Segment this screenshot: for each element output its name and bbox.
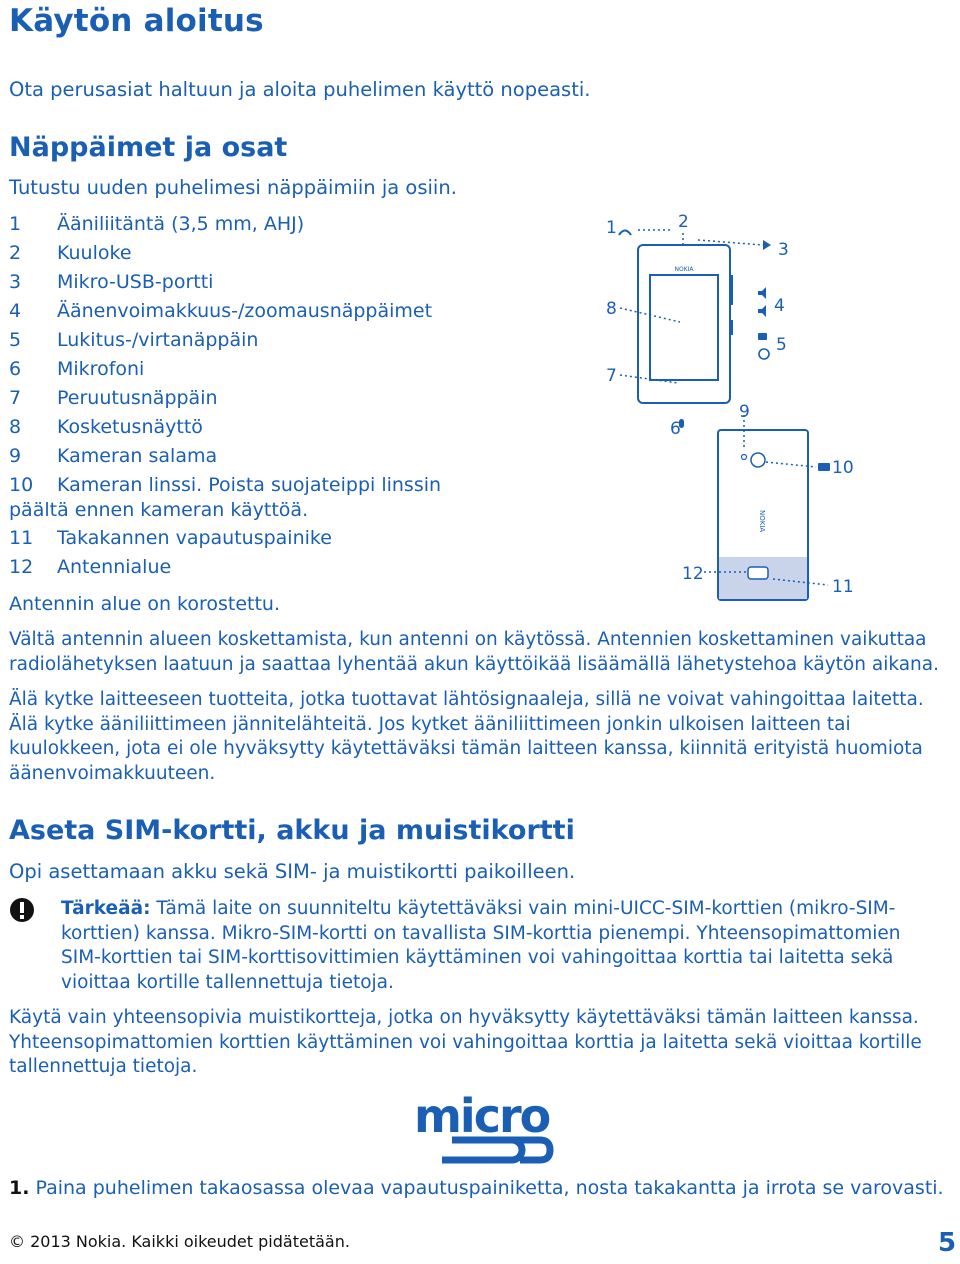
diagram-label-4: 4 xyxy=(774,296,785,316)
step-1 xyxy=(9,1176,954,1201)
diagram-label-9: 9 xyxy=(739,402,750,422)
parts-list xyxy=(9,213,569,593)
page-number: 5 xyxy=(938,1228,957,1258)
part-item-2 xyxy=(9,242,132,264)
part-num: 10 xyxy=(9,474,34,496)
connect-warning: Älä kytke laitteeseen tuotteita, jotka tuottavat lähtösignaaleja, sillä ne voivat vahingoittaa laitetta. Älä kytke ääniliittimeen jännitelähteitä. Jos kytket ääniliittimeen jonkin ulkoisen laitteen tai kuulokkeen, jota ei ole hyväksytty käytettäväksi tämän laitteen kanssa, kiinnitä erityistä huomiota äänenvoimakkuuteen. xyxy=(9,689,924,784)
part-label: Kameran salama xyxy=(57,445,218,467)
keys-heading: Näppäimet ja osat xyxy=(9,132,288,163)
antenna-note: Antennin alue on korostettu. xyxy=(9,593,281,615)
headset-icon xyxy=(619,231,631,236)
part-label: Lukitus-/virtanäppäin xyxy=(57,329,259,351)
part-num: 1 xyxy=(9,213,22,235)
phone-parts-diagram xyxy=(598,205,868,615)
important-icon xyxy=(9,897,35,923)
part-item-6 xyxy=(9,358,144,380)
diagram-label-2: 2 xyxy=(678,212,689,232)
part-label: Äänenvoimakkuus-/zoomausnäppäimet xyxy=(57,300,433,322)
footer-copyright: © 2013 Nokia. Kaikki oikeudet pidätetään. xyxy=(9,1232,350,1251)
power-icon xyxy=(759,349,769,359)
camera-icon xyxy=(818,463,830,471)
page-title: Käytön aloitus xyxy=(9,3,264,39)
usb-icon xyxy=(763,240,771,250)
part-label: Ääniliitäntä (3,5 mm, AHJ) xyxy=(57,213,305,235)
camera-lens xyxy=(751,453,765,467)
part-label: Antennialue xyxy=(57,556,172,578)
diagram-label-10: 10 xyxy=(832,458,854,478)
part-num: 12 xyxy=(9,556,34,578)
front-brand-text: NOKIA xyxy=(674,266,694,273)
volume-up-icon xyxy=(758,287,766,299)
part-label: Takakannen vapautuspainike xyxy=(57,527,332,549)
step-1-text: Paina puhelimen takaosassa olevaa vapautuspainiketta, nosta takakantta ja irrota se varovasti. xyxy=(29,1177,944,1199)
part-item-8 xyxy=(9,416,203,438)
part-item-10 xyxy=(9,474,441,496)
diagram-label-12: 12 xyxy=(682,564,704,584)
part-item-9 xyxy=(9,445,217,467)
part-label: Kameran linssi. Poista suojateippi linssin xyxy=(57,474,442,496)
part-item-4 xyxy=(9,300,432,322)
diagram-label-8: 8 xyxy=(606,299,617,319)
keys-intro: Tutustu uuden puhelimesi näppäimiin ja osiin. xyxy=(9,176,457,199)
camera-flash xyxy=(742,455,747,460)
important-title: Tärkeää: xyxy=(61,898,151,919)
part-num: 5 xyxy=(9,329,22,351)
important-note xyxy=(61,897,941,995)
antenna-warning: Vältä antennin alueen koskettamista, kun antenni on käytössä. Antennien koskettaminen vaikuttaa radiolähetyksen laatuun ja saattaa lyhentää akun käyttöikää lisäämällä lähetystehoa käytön aikana. xyxy=(9,629,940,675)
diagram-label-5: 5 xyxy=(776,335,787,355)
part-label: Kuuloke xyxy=(57,242,132,264)
part-num: 9 xyxy=(9,445,22,467)
sim-heading: Aseta SIM-kortti, akku ja muistikortti xyxy=(9,815,575,846)
part-label: Mikro-USB-portti xyxy=(57,271,214,293)
microsd-logo xyxy=(412,1088,562,1166)
part-label: Mikrofoni xyxy=(57,358,145,380)
memory-card-note: Käytä vain yhteensopivia muistikortteja, jotka on hyväksytty käytettäväksi tämän laitteen kanssa. Yhteensopimattomien korttien käyttäminen voi vahingoittaa korttia ja laitetta sekä vioittaa kortille tallennettuja tietoja. xyxy=(9,1007,922,1077)
part-item-7 xyxy=(9,387,218,409)
microsd-logo-text: micro xyxy=(414,1089,550,1143)
part-num: 3 xyxy=(9,271,22,293)
part-item-12 xyxy=(9,556,171,578)
page-intro: Ota perusasiat haltuun ja aloita puhelimen käyttö nopeasti. xyxy=(9,78,591,101)
part-item-11 xyxy=(9,527,332,549)
part-item-10-continuation: päältä ennen kameran käyttöä. xyxy=(9,499,309,521)
release-button xyxy=(748,567,768,579)
step-1-number: 1. xyxy=(9,1177,30,1199)
volume-down-icon xyxy=(758,305,766,317)
part-num: 2 xyxy=(9,242,22,264)
diagram-label-6: 6 xyxy=(670,419,681,439)
part-num: 7 xyxy=(9,387,22,409)
diagram-label-7: 7 xyxy=(606,366,617,386)
part-item-3 xyxy=(9,271,213,293)
part-num: 11 xyxy=(9,527,34,549)
part-num: 4 xyxy=(9,300,22,322)
part-item-5 xyxy=(9,329,258,351)
sim-intro: Opi asettamaan akku sekä SIM- ja muistikortti paikoilleen. xyxy=(9,860,576,883)
diagram-label-11: 11 xyxy=(832,577,854,597)
part-num: 8 xyxy=(9,416,22,438)
touch-screen xyxy=(650,275,718,380)
important-text: Tämä laite on suunniteltu käytettäväksi vain mini-UICC-SIM-korttien (mikro-SIM-korttien) kanssa. Mikro-SIM-kortti on tavallista SIM-korttia pienempi. Yhteensopimattomien SIM-korttien tai SIM-korttisovittimien käyttäminen voi vahingoittaa korttia tai laitetta sekä vioittaa kortille tallennettuja tietoja. xyxy=(61,898,901,993)
logo-sd-s-shape xyxy=(442,1140,522,1160)
part-label: Kosketusnäyttö xyxy=(57,416,203,438)
part-num: 6 xyxy=(9,358,22,380)
part-item-1 xyxy=(9,213,304,235)
back-brand-text: NOKIA xyxy=(758,510,766,533)
lock-icon xyxy=(758,333,767,340)
diagram-label-3: 3 xyxy=(778,240,789,260)
part-label: Peruutusnäppäin xyxy=(57,387,218,409)
diagram-label-1: 1 xyxy=(606,218,617,238)
